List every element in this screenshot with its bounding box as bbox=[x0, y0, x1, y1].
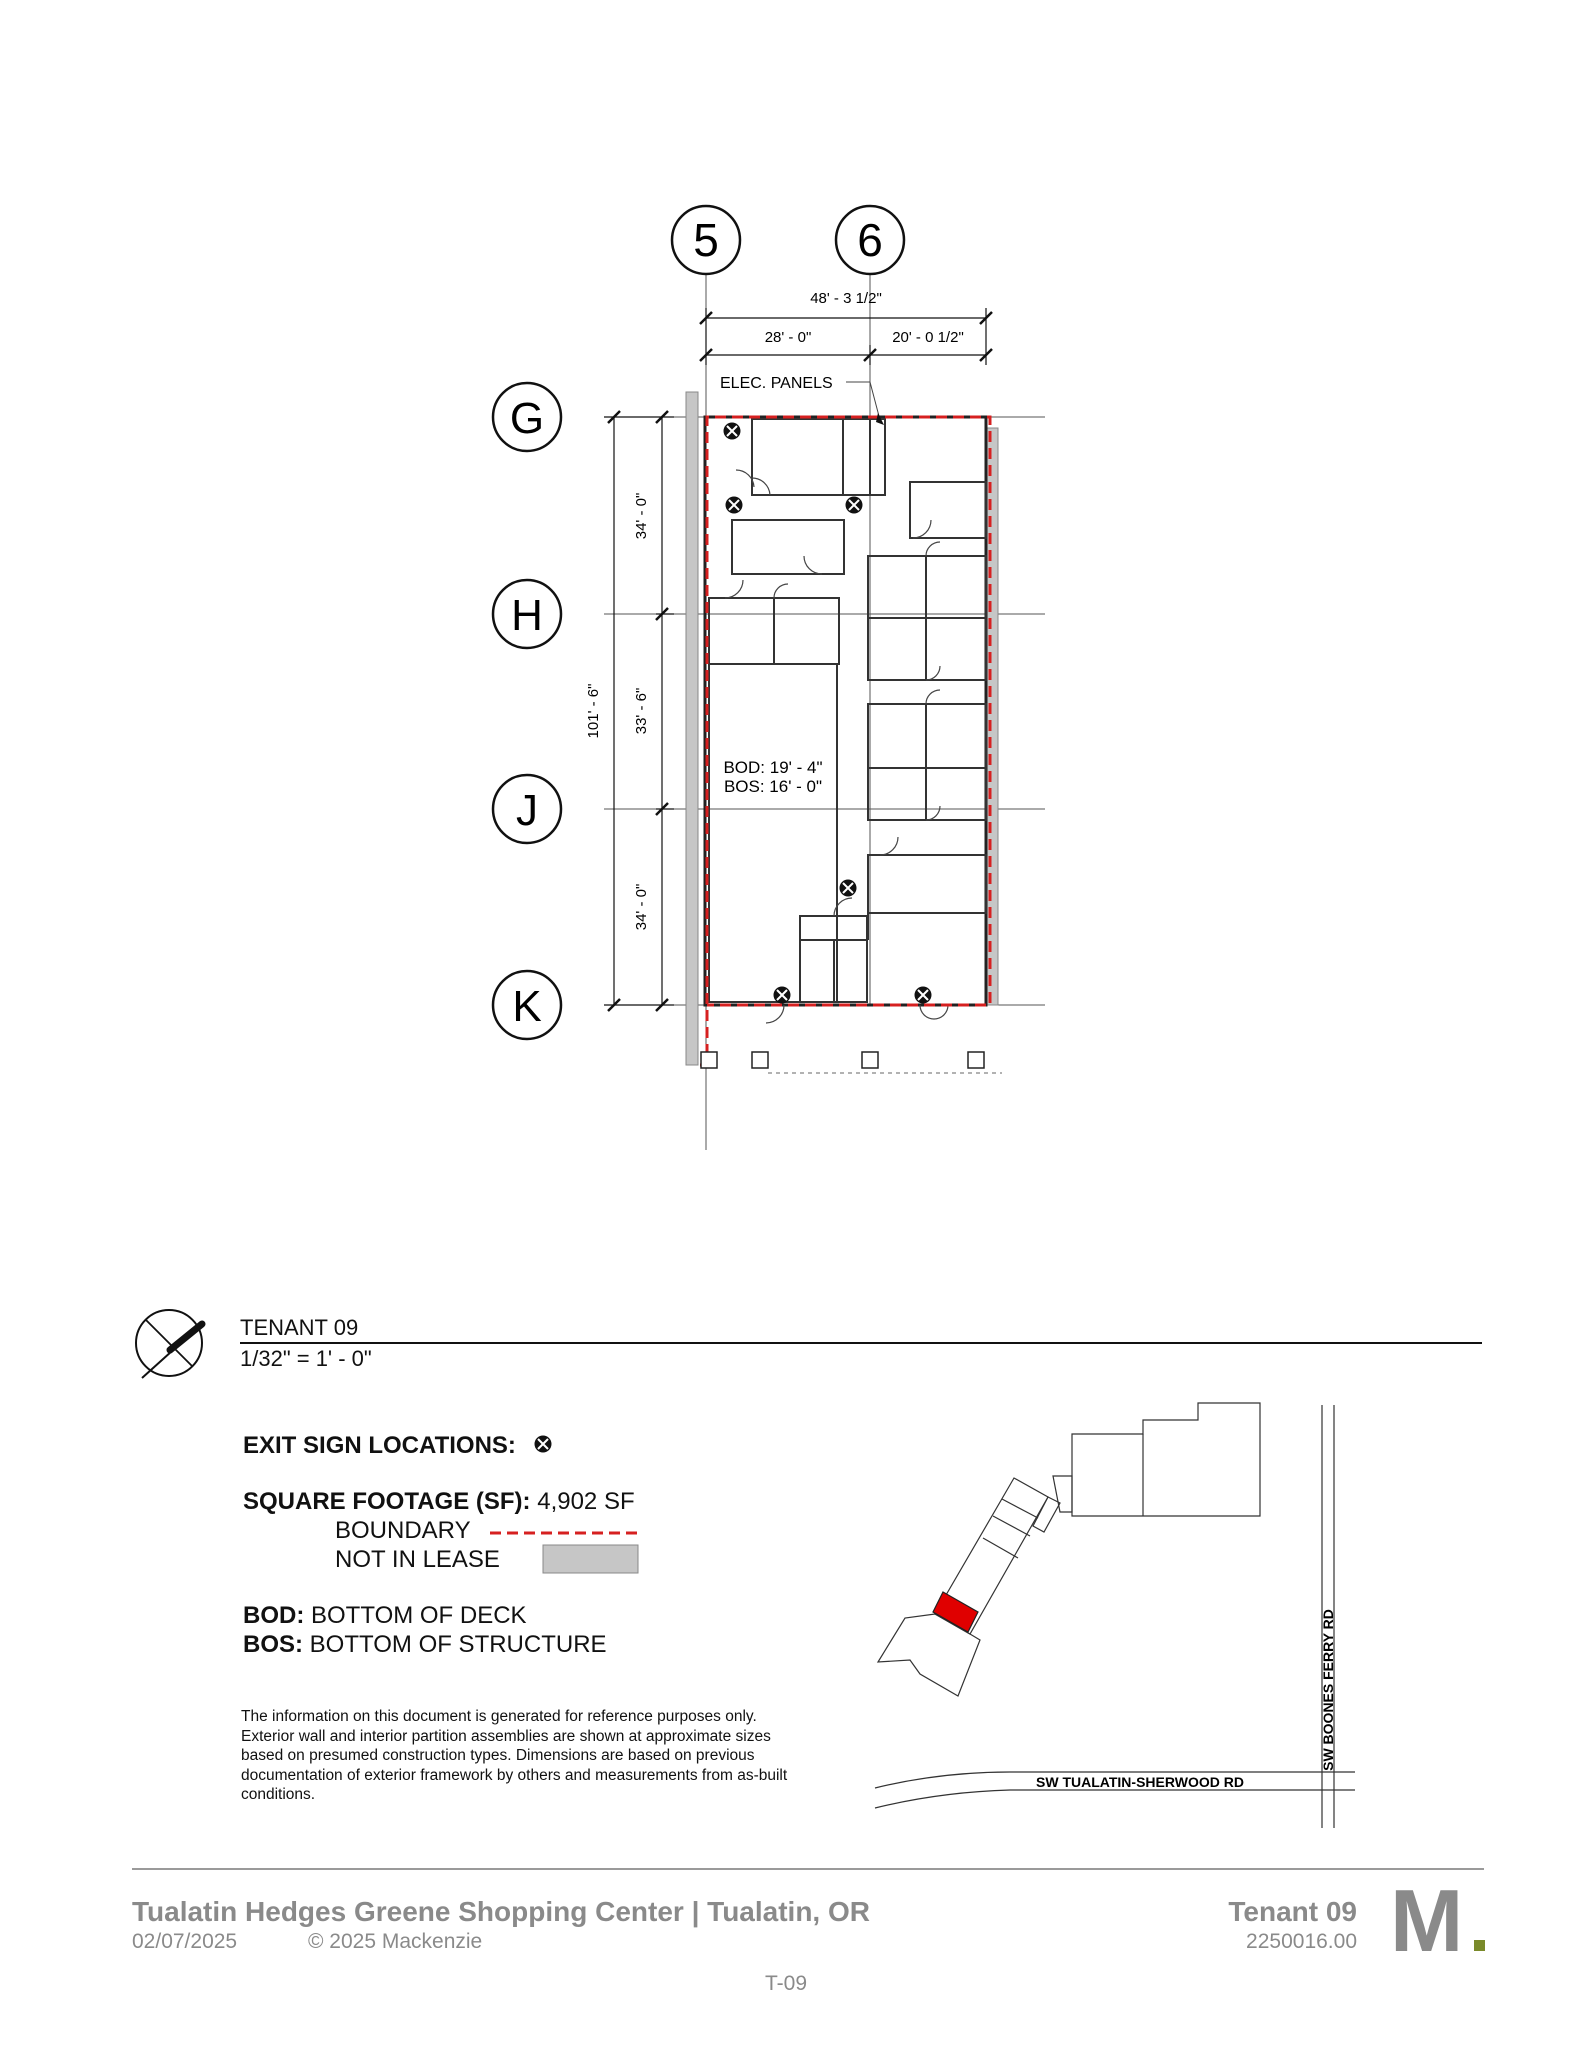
exit-sign-icon bbox=[846, 497, 863, 514]
road-label-tualatin-sherwood: SW TUALATIN-SHERWOOD RD bbox=[1036, 1774, 1244, 1790]
grid-label-6: 6 bbox=[857, 214, 883, 266]
bos-label: BOS: 16' - 0" bbox=[723, 777, 823, 796]
legend-boundary-label: BOUNDARY bbox=[335, 1517, 471, 1544]
logo-dot bbox=[1474, 1940, 1485, 1951]
dim-j-k: 34' - 0" bbox=[633, 883, 650, 931]
exit-sign-icon bbox=[840, 880, 857, 897]
grid-label-5: 5 bbox=[693, 214, 719, 266]
dim-h-j: 33' - 6" bbox=[633, 687, 650, 735]
grid-bubble-6 bbox=[836, 206, 904, 274]
grid-lines bbox=[604, 270, 1045, 1150]
dim-overall-depth: 101' - 6" bbox=[585, 683, 602, 739]
grid-bubble-k bbox=[493, 971, 561, 1039]
road-label-boones-ferry: SW BOONES FERRY RD bbox=[1320, 1609, 1336, 1771]
legend-bod-key: BOD: bbox=[243, 1602, 305, 1629]
dim-bay-5-6: 28' - 0" bbox=[764, 329, 812, 346]
sheet-number: T-09 bbox=[765, 1972, 808, 1995]
exit-sign-icon bbox=[724, 423, 741, 440]
grid-label-j: J bbox=[516, 786, 538, 835]
dim-bay-6-east: 20' - 0 1/2" bbox=[892, 329, 964, 346]
disclaimer-note: The information on this document is generated for reference purposes only. Exterior wall and interior partition assemblies are shown at approximate sizes based on presumed construction types. Dimensions are based on previous documentation of exterior framework by others and measurements from as-built conditions. bbox=[241, 1708, 788, 1803]
project-number: 2250016.00 bbox=[1246, 1930, 1357, 1953]
legend-exit-sign-icon bbox=[535, 1436, 552, 1453]
exit-sign-icon bbox=[915, 987, 932, 1004]
lease-boundary bbox=[700, 417, 990, 1065]
footer-tenant: Tenant 09 bbox=[1228, 1896, 1357, 1927]
grid-bubble-j bbox=[493, 775, 561, 843]
grid-bubble-g bbox=[493, 383, 561, 451]
legend-not-in-lease-label: NOT IN LEASE bbox=[335, 1546, 500, 1573]
legend-bod-text: BOTTOM OF DECK bbox=[311, 1602, 527, 1629]
legend-exit-label: EXIT SIGN LOCATIONS: bbox=[243, 1432, 516, 1459]
grid-label-h: H bbox=[511, 591, 543, 640]
issue-date: 02/07/2025 bbox=[132, 1930, 238, 1953]
exit-sign-icon bbox=[774, 987, 791, 1004]
grid-label-g: G bbox=[509, 394, 545, 443]
legend-not-in-lease-swatch bbox=[543, 1545, 638, 1573]
project-title: Tualatin Hedges Greene Shopping Center | Tualatin, OR bbox=[132, 1896, 870, 1927]
drawing-title: TENANT 09 bbox=[240, 1315, 359, 1340]
bod-label: BOD: 19' - 4" bbox=[723, 758, 823, 777]
canopy-columns bbox=[701, 1052, 984, 1068]
copyright: © 2025 Mackenzie bbox=[308, 1930, 483, 1953]
exit-sign-icon bbox=[726, 497, 743, 514]
logo-letter: M bbox=[1390, 1885, 1464, 1957]
mackenzie-logo bbox=[1390, 1885, 1485, 1957]
legend-bos-text: BOTTOM OF STRUCTURE bbox=[309, 1631, 607, 1658]
grid-bubble-h bbox=[493, 580, 561, 648]
title-rule bbox=[240, 1342, 1482, 1344]
dim-overall-width: 48' - 3 1/2" bbox=[810, 290, 882, 307]
legend-sf-value: 4,902 SF bbox=[537, 1488, 635, 1515]
north-arrow-icon bbox=[136, 1310, 202, 1378]
drawing-scale: 1/32" = 1' - 0" bbox=[240, 1346, 372, 1371]
grid-label-k: K bbox=[512, 982, 542, 1031]
footer-rule bbox=[132, 1868, 1484, 1870]
legend-bos-key: BOS: bbox=[243, 1631, 303, 1658]
legend-sf-label: SQUARE FOOTAGE (SF): bbox=[243, 1488, 531, 1515]
elec-panels-label: ELEC. PANELS bbox=[720, 375, 833, 392]
dim-g-h: 34' - 0" bbox=[633, 492, 650, 540]
grid-bubble-5 bbox=[672, 206, 740, 274]
